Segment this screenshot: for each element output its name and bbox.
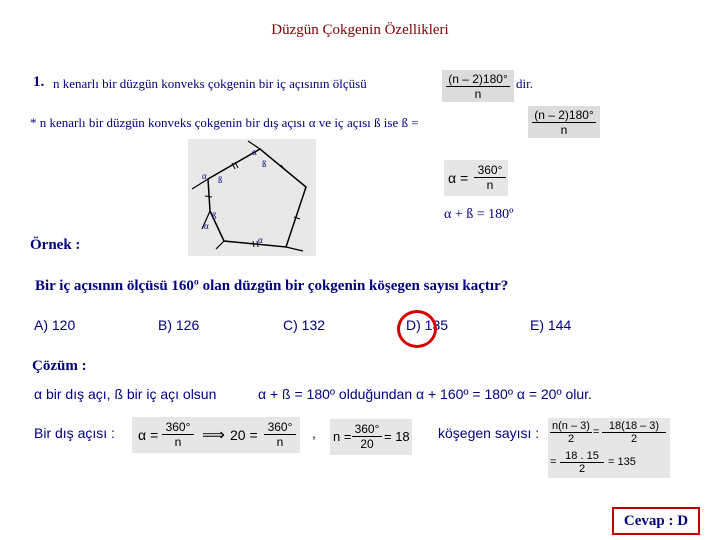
item2-text-a: * n kenarlı bir düzgün konveks çokgenin bir dış açısı <box>30 115 306 130</box>
angle-sum: α + ß = 180º <box>444 207 514 222</box>
formula-denominator: n <box>486 178 494 192</box>
alpha-eq-label: α = <box>448 170 469 186</box>
option-e[interactable]: E) 144 <box>530 317 572 333</box>
formula-numerator: 360° <box>165 420 191 434</box>
angle-beta-label: ß <box>262 159 267 169</box>
example-label: Örnek : <box>30 237 81 253</box>
implies-arrow: ⟹ <box>202 427 225 444</box>
answer-box: Cevap : D <box>612 507 700 535</box>
angle-alpha-label: α <box>202 171 207 181</box>
angle-beta-label: ß <box>218 175 223 185</box>
alpha-formula <box>444 160 508 196</box>
option-b[interactable]: B) 126 <box>158 317 200 333</box>
formula-numerator: 18(18 – 3) <box>608 420 660 432</box>
option-d[interactable]: D) 135 <box>406 317 449 333</box>
alpha-symbol: α <box>308 115 316 130</box>
question-text: Bir iç açısının ölçüsü 160º olan düzgün bir çokgenin köşegen sayısı kaçtır? <box>35 278 509 294</box>
angle-alpha-label: α <box>258 235 263 245</box>
polygon-figure <box>188 139 316 256</box>
eq3-result: = 18 <box>384 429 410 444</box>
formula-numerator: (n – 2)180° <box>534 108 594 122</box>
angle-alpha-label: α <box>204 221 209 231</box>
formula-denominator: n <box>560 123 568 137</box>
solution-line1-b: α + ß = 180º olduğundan α + 160º = 180º α = 20º olur. <box>258 386 592 402</box>
formula-denominator: 2 <box>567 433 575 445</box>
eq1-alpha: α = <box>138 427 159 443</box>
formula-denominator: n <box>276 435 284 449</box>
item2-text <box>30 115 419 131</box>
side-count-equation <box>330 419 412 455</box>
item2-text-b: ve iç açısı ß ise ß = <box>318 115 419 130</box>
formula-numerator: n(n – 3) <box>552 420 590 432</box>
answer-circle <box>397 310 437 348</box>
solution-label: Çözüm : <box>32 358 87 374</box>
formula-denominator: 2 <box>578 463 586 475</box>
diagonal-count-equation: n(n – 3) 2 = 18(18 – 3) 2 = 18 . 15 2 = 135 <box>548 418 670 478</box>
eq3-left: n = <box>333 429 352 444</box>
eq4-result: = 135 <box>608 456 636 468</box>
formula-numerator: (n – 2)180° <box>448 72 508 86</box>
formula-numerator: 360° <box>267 420 293 434</box>
formula-denominator: n <box>474 87 482 101</box>
angle-beta-label: ß <box>212 211 217 221</box>
solution-line2-b: köşegen sayısı : <box>438 425 540 441</box>
formula-denominator: 20 <box>360 437 374 451</box>
formula-denominator: 2 <box>630 433 638 445</box>
item-number: 1. <box>33 74 45 90</box>
polygon-diagram <box>188 139 316 256</box>
formula-numerator: 360° <box>477 163 503 177</box>
beta-formula <box>528 106 600 138</box>
comma-separator: , <box>312 425 316 441</box>
option-a[interactable]: A) 120 <box>34 317 76 333</box>
formula-numerator: 360° <box>354 422 380 436</box>
eq2-left: 20 = <box>230 427 258 443</box>
solution-line2-a: Bir dış açısı : <box>34 425 115 441</box>
item1-suffix: dir. <box>516 76 533 91</box>
formula-numerator: 18 . 15 <box>565 450 599 462</box>
solution-line1-a: α bir dış açı, ß bir iç açı olsun <box>34 386 217 402</box>
page-title: Düzgün Çokgenin Özellikleri <box>271 22 449 38</box>
formula-denominator: n <box>174 435 182 449</box>
interior-angle-formula <box>442 70 514 102</box>
item1-text: n kenarlı bir düzgün konveks çokgenin bir iç açısının ölçüsü <box>53 76 367 91</box>
option-c[interactable]: C) 132 <box>283 317 326 333</box>
angle-alpha-label: α <box>252 147 257 157</box>
exterior-angle-equation <box>132 417 300 453</box>
